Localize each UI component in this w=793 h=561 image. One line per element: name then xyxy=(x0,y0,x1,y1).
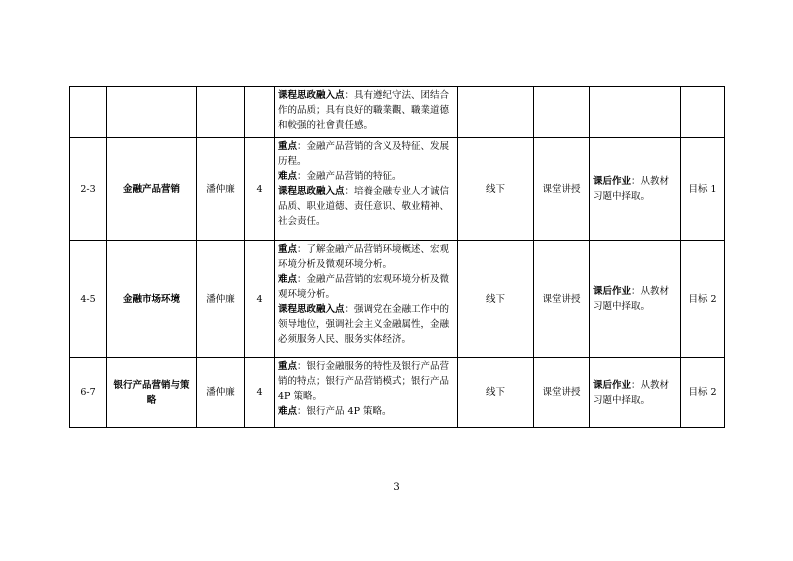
content-label: 重点 xyxy=(278,361,298,372)
hours-cell xyxy=(245,87,275,138)
hours-cell: 4 xyxy=(245,138,275,241)
homework-cell xyxy=(590,241,681,358)
homework-cell xyxy=(590,358,681,428)
content-line xyxy=(278,88,454,133)
homework-label: 课后作业 xyxy=(593,286,632,297)
teaching-mode-cell xyxy=(458,87,534,138)
teaching-mode-cell: 线下 xyxy=(458,358,534,428)
teacher-cell: 潘仲廉 xyxy=(197,241,245,358)
teaching-method-cell: 课堂讲授 xyxy=(534,241,590,358)
teaching-method-cell: 课堂讲授 xyxy=(534,358,590,428)
topic-title-cell xyxy=(107,87,197,138)
content-label: 课程思政融入点 xyxy=(278,304,345,315)
teaching-method-cell: 课堂讲授 xyxy=(534,138,590,241)
teacher-cell: 潘仲廉 xyxy=(197,138,245,241)
topic-title-cell: 银行产品营销与策略 xyxy=(107,358,197,428)
homework-cell xyxy=(590,87,681,138)
session-number-cell: 6-7 xyxy=(70,358,107,428)
teaching-method-cell xyxy=(534,87,590,138)
content-text: ：具有遵纪守法、团结合作的品质；具有良好的職業觀、職業道德和較强的社會責任感。 xyxy=(278,90,450,131)
session-number-cell: 4-5 xyxy=(70,241,107,358)
homework-label: 课后作业 xyxy=(593,176,632,187)
homework-text: ：从教材习题中择取。 xyxy=(593,379,670,406)
content-label: 重点 xyxy=(278,244,298,255)
content-line xyxy=(278,359,454,404)
table-row xyxy=(70,138,725,241)
content-label: 重点 xyxy=(278,141,298,152)
content-label: 难点 xyxy=(278,406,298,417)
hours-cell: 4 xyxy=(245,358,275,428)
homework-cell xyxy=(590,138,681,241)
session-number-cell: 2-3 xyxy=(70,138,107,241)
content-label: 难点 xyxy=(278,171,298,182)
goal-cell xyxy=(681,87,725,138)
content-text: ：银行产品 4P 策略。 xyxy=(297,406,392,417)
content-label: 课程思政融入点 xyxy=(278,186,345,197)
content-line xyxy=(278,404,454,419)
content-text: ：金融产品营销的含义及特征、发展历程。 xyxy=(278,141,450,167)
table-row xyxy=(70,87,725,138)
topic-title-cell: 金融产品营销 xyxy=(107,138,197,241)
content-text: ：金融产品营销的宏观环境分析及微观环境分析。 xyxy=(278,274,450,300)
content-line xyxy=(278,169,454,184)
content-text: ：银行金融服务的特性及银行产品营销的特点；银行产品营销模式；银行产品 4P 策略。 xyxy=(278,361,450,402)
content-cell xyxy=(275,358,458,428)
content-label: 课程思政融入点 xyxy=(278,90,345,101)
teaching-mode-cell: 线下 xyxy=(458,138,534,241)
content-text: ：了解金融产品营销环境概述、宏观环境分析及微观环境分析。 xyxy=(278,244,450,270)
content-cell xyxy=(275,87,458,138)
content-text: ：金融产品营销的特征。 xyxy=(297,171,402,182)
content-text: ：强调党在金融工作中的领导地位，强调社会主义金融属性，金融必须服务人民、服务实体经济。 xyxy=(278,304,450,345)
content-line xyxy=(278,272,454,302)
session-number-cell xyxy=(70,87,107,138)
content-line xyxy=(278,139,454,169)
goal-cell: 目标 1 xyxy=(681,138,725,241)
course-schedule-table xyxy=(69,86,725,428)
content-text: ：培養金融专业人才诚信品质、职业道德、责任意识、敬业精神、社会责任。 xyxy=(278,186,450,227)
teacher-cell: 潘仲廉 xyxy=(197,358,245,428)
goal-cell: 目标 2 xyxy=(681,358,725,428)
content-line xyxy=(278,184,454,229)
goal-cell: 目标 2 xyxy=(681,241,725,358)
content-line xyxy=(278,242,454,272)
content-label: 难点 xyxy=(278,274,298,285)
table-row xyxy=(70,358,725,428)
content-line xyxy=(278,302,454,347)
table-row xyxy=(70,241,725,358)
homework-text: ：从教材习题中择取。 xyxy=(593,286,670,312)
hours-cell: 4 xyxy=(245,241,275,358)
homework-label: 课后作业 xyxy=(593,379,632,391)
content-cell xyxy=(275,241,458,358)
teaching-mode-cell: 线下 xyxy=(458,241,534,358)
page-number: 3 xyxy=(393,482,400,493)
homework-text: ：从教材习题中择取。 xyxy=(593,176,670,202)
topic-title-cell: 金融市场环境 xyxy=(107,241,197,358)
content-cell xyxy=(275,138,458,241)
teacher-cell xyxy=(197,87,245,138)
